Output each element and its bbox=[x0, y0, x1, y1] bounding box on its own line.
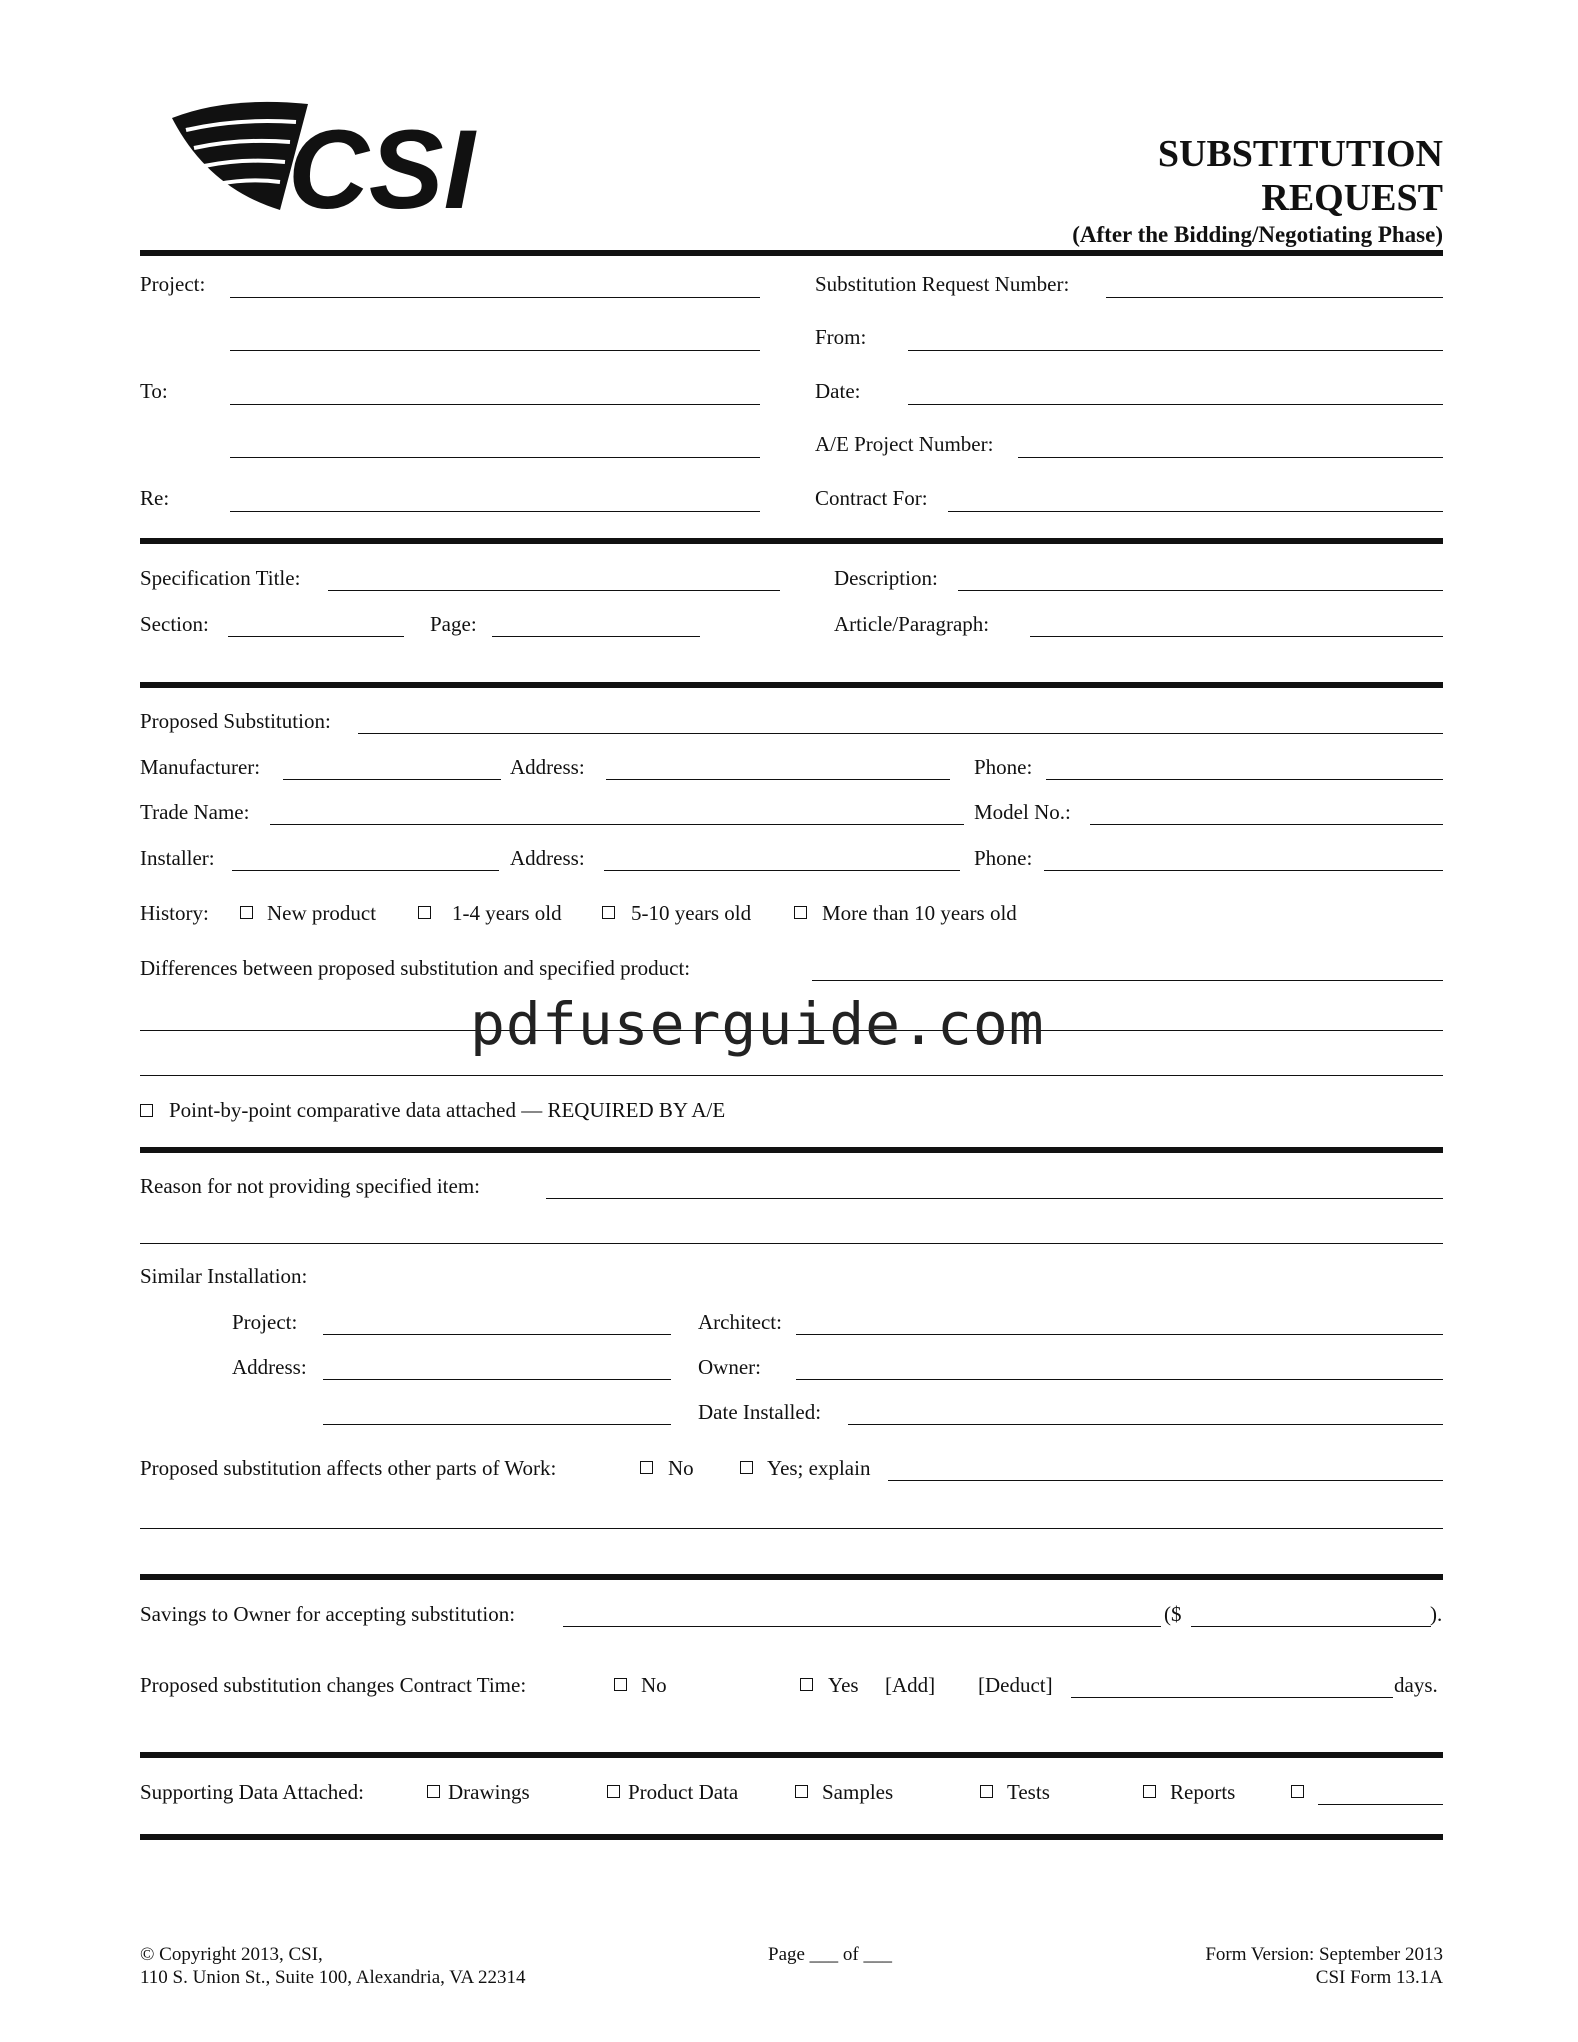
affects-explain-field-1[interactable] bbox=[888, 1480, 1443, 1481]
manufacturer-phone-label: Phone: bbox=[974, 755, 1033, 779]
manufacturer-phone-field[interactable] bbox=[1046, 779, 1443, 780]
from-field[interactable] bbox=[908, 350, 1443, 351]
similar-address-field-1[interactable] bbox=[323, 1379, 671, 1380]
affects-yes-checkbox[interactable] bbox=[740, 1461, 753, 1474]
contract-time-days-field[interactable] bbox=[1071, 1697, 1393, 1698]
manufacturer-address-field[interactable] bbox=[606, 779, 950, 780]
installer-phone-label: Phone: bbox=[974, 846, 1033, 870]
drawings-label: Drawings bbox=[448, 1780, 530, 1804]
contract-time-no-checkbox[interactable] bbox=[614, 1678, 627, 1691]
history-5-10-label: 5-10 years old bbox=[631, 901, 752, 925]
affects-no-checkbox[interactable] bbox=[640, 1461, 653, 1474]
affects-no-label: No bbox=[668, 1456, 694, 1480]
project-label: Project: bbox=[140, 272, 206, 296]
history-10-plus-checkbox[interactable] bbox=[794, 906, 807, 919]
request-number-field[interactable] bbox=[1106, 297, 1443, 298]
to-field-2[interactable] bbox=[230, 457, 760, 458]
date-installed-field[interactable] bbox=[848, 1424, 1443, 1425]
article-field[interactable] bbox=[1030, 636, 1443, 637]
section-rule-3 bbox=[140, 1147, 1443, 1153]
affects-label: Proposed substitution affects other parts of Work: bbox=[140, 1456, 557, 1480]
date-label: Date: bbox=[815, 379, 861, 403]
history-5-10-checkbox[interactable] bbox=[602, 906, 615, 919]
contract-time-label: Proposed substitution changes Contract Time: bbox=[140, 1673, 527, 1697]
header-rule bbox=[140, 250, 1443, 256]
section-rule-4 bbox=[140, 1574, 1443, 1580]
reason-label: Reason for not providing specified item: bbox=[140, 1174, 481, 1198]
page-label: Page: bbox=[430, 612, 477, 636]
ae-project-number-field[interactable] bbox=[1018, 457, 1443, 458]
differences-field-3[interactable] bbox=[140, 1075, 1443, 1076]
project-field-2[interactable] bbox=[230, 350, 760, 351]
contract-time-yes-checkbox[interactable] bbox=[800, 1678, 813, 1691]
description-field[interactable] bbox=[958, 590, 1443, 591]
owner-field[interactable] bbox=[796, 1379, 1443, 1380]
request-number-label: Substitution Request Number: bbox=[815, 272, 1070, 296]
section-field[interactable] bbox=[228, 636, 404, 637]
from-label: From: bbox=[815, 325, 867, 349]
similar-address-field-2[interactable] bbox=[323, 1424, 671, 1425]
page-field[interactable] bbox=[492, 636, 700, 637]
proposed-substitution-field[interactable] bbox=[358, 733, 1443, 734]
savings-dollar-close: ). bbox=[1430, 1602, 1443, 1626]
comparative-checkbox[interactable] bbox=[140, 1104, 153, 1117]
history-1-4-checkbox[interactable] bbox=[418, 906, 431, 919]
history-10-plus-label: More than 10 years old bbox=[822, 901, 1017, 925]
history-new-label: New product bbox=[267, 901, 377, 925]
manufacturer-label: Manufacturer: bbox=[140, 755, 261, 779]
architect-field[interactable] bbox=[796, 1334, 1443, 1335]
watermark: pdfuserguide.com bbox=[470, 990, 1045, 1058]
form-title-line2: REQUEST bbox=[1261, 177, 1443, 219]
installer-address-field[interactable] bbox=[604, 870, 960, 871]
samples-checkbox[interactable] bbox=[795, 1785, 808, 1798]
installer-phone-field[interactable] bbox=[1044, 870, 1443, 871]
reason-field-2[interactable] bbox=[140, 1243, 1443, 1244]
form-number: CSI Form 13.1A bbox=[1315, 1967, 1443, 1988]
description-label: Description: bbox=[834, 566, 938, 590]
spec-title-field[interactable] bbox=[328, 590, 780, 591]
tests-checkbox[interactable] bbox=[980, 1785, 993, 1798]
logo-text: CSI bbox=[288, 107, 475, 232]
proposed-substitution-label: Proposed Substitution: bbox=[140, 709, 331, 733]
installer-address-label: Address: bbox=[510, 846, 585, 870]
to-label: To: bbox=[140, 379, 168, 403]
copyright-line2: 110 S. Union St., Suite 100, Alexandria, VA 22314 bbox=[140, 1967, 526, 1988]
copyright-line1: © Copyright 2013, CSI, bbox=[140, 1944, 323, 1965]
savings-dollar-open: ($ bbox=[1164, 1602, 1182, 1626]
similar-address-label: Address: bbox=[232, 1355, 307, 1379]
similar-installation-label: Similar Installation: bbox=[140, 1264, 308, 1288]
spec-title-label: Specification Title: bbox=[140, 566, 301, 590]
savings-amount-field[interactable] bbox=[1191, 1626, 1431, 1627]
reports-checkbox[interactable] bbox=[1143, 1785, 1156, 1798]
manufacturer-field[interactable] bbox=[283, 779, 501, 780]
comparative-label: Point-by-point comparative data attached — REQUIRED BY A/E bbox=[169, 1098, 726, 1122]
form-version: Form Version: September 2013 bbox=[1205, 1944, 1443, 1965]
tests-label: Tests bbox=[1007, 1780, 1050, 1804]
csi-logo bbox=[168, 100, 475, 232]
date-installed-label: Date Installed: bbox=[698, 1400, 822, 1424]
contract-time-no-label: No bbox=[641, 1673, 667, 1697]
contract-for-label: Contract For: bbox=[815, 486, 928, 510]
installer-field[interactable] bbox=[232, 870, 499, 871]
reason-field-1[interactable] bbox=[546, 1198, 1443, 1199]
samples-label: Samples bbox=[822, 1780, 894, 1804]
supporting-data-label: Supporting Data Attached: bbox=[140, 1780, 364, 1804]
installer-label: Installer: bbox=[140, 846, 215, 870]
drawings-checkbox[interactable] bbox=[427, 1785, 440, 1798]
section-rule-1 bbox=[140, 538, 1443, 544]
architect-label: Architect: bbox=[698, 1310, 782, 1334]
model-field[interactable] bbox=[1090, 824, 1443, 825]
trade-name-field[interactable] bbox=[270, 824, 964, 825]
affects-explain-field-2[interactable] bbox=[140, 1528, 1443, 1529]
other-field[interactable] bbox=[1318, 1804, 1443, 1805]
to-field-1[interactable] bbox=[230, 404, 760, 405]
section-label: Section: bbox=[140, 612, 209, 636]
date-field[interactable] bbox=[908, 404, 1443, 405]
history-new-checkbox[interactable] bbox=[240, 906, 253, 919]
section-rule-6 bbox=[140, 1834, 1443, 1840]
product-data-checkbox[interactable] bbox=[607, 1785, 620, 1798]
re-field[interactable] bbox=[230, 511, 760, 512]
trade-name-label: Trade Name: bbox=[140, 800, 250, 824]
product-data-label: Product Data bbox=[628, 1780, 739, 1804]
ae-project-number-label: A/E Project Number: bbox=[815, 432, 994, 456]
similar-project-label: Project: bbox=[232, 1310, 298, 1334]
model-label: Model No.: bbox=[974, 800, 1071, 824]
contract-time-yes-label: Yes bbox=[828, 1673, 859, 1697]
other-checkbox[interactable] bbox=[1291, 1785, 1304, 1798]
manufacturer-address-label: Address: bbox=[510, 755, 585, 779]
form-subtitle: (After the Bidding/Negotiating Phase) bbox=[1072, 222, 1443, 247]
article-label: Article/Paragraph: bbox=[834, 612, 990, 636]
page-number: Page ___ of ___ bbox=[768, 1944, 893, 1965]
contract-time-add[interactable]: [Add] bbox=[885, 1673, 936, 1697]
project-field-1[interactable] bbox=[230, 297, 760, 298]
form-title-line1: SUBSTITUTION bbox=[1157, 133, 1443, 175]
reports-label: Reports bbox=[1170, 1780, 1236, 1804]
contract-for-field[interactable] bbox=[948, 511, 1443, 512]
differences-label: Differences between proposed substitution and specified product: bbox=[140, 956, 691, 980]
similar-project-field[interactable] bbox=[323, 1334, 671, 1335]
days-label: days. bbox=[1394, 1673, 1438, 1697]
re-label: Re: bbox=[140, 486, 170, 510]
history-1-4-label: 1-4 years old bbox=[452, 901, 562, 925]
owner-label: Owner: bbox=[698, 1355, 761, 1379]
savings-label: Savings to Owner for accepting substitution: bbox=[140, 1602, 516, 1626]
section-rule-5 bbox=[140, 1752, 1443, 1758]
savings-field[interactable] bbox=[563, 1626, 1161, 1627]
affects-yes-label: Yes; explain bbox=[767, 1456, 871, 1480]
section-rule-2 bbox=[140, 682, 1443, 688]
history-label: History: bbox=[140, 901, 209, 925]
contract-time-deduct[interactable]: [Deduct] bbox=[978, 1673, 1053, 1697]
differences-field-1[interactable] bbox=[812, 980, 1443, 981]
